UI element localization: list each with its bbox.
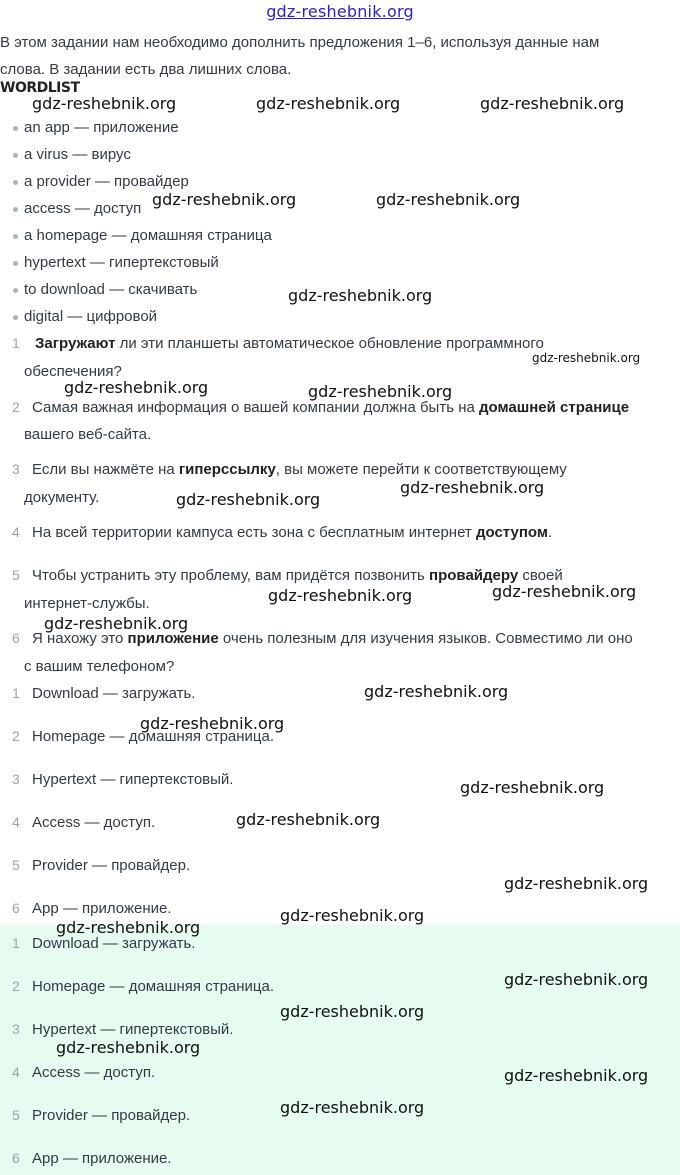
bullet-icon bbox=[13, 288, 18, 293]
answer-number: 4 bbox=[12, 814, 20, 830]
watermark: gdz-reshebnik.org bbox=[504, 970, 649, 989]
answer-line: App — приложение. bbox=[32, 900, 172, 917]
header-watermark-link[interactable]: gdz-reshebnik.org bbox=[266, 2, 414, 21]
intro-line-2: слова. В задании есть два лишних слова. bbox=[0, 61, 292, 78]
task-description bbox=[0, 29, 676, 83]
watermark: gdz-reshebnik.org bbox=[44, 614, 189, 633]
bullet-icon bbox=[13, 207, 18, 212]
exercise-line: Я нахожу это приложение очень полезным для изучения языков. Совместимо ли оно bbox=[32, 630, 633, 647]
intro-line-1: В этом задании нам необходимо дополнить предложения 1–6, используя данные нам bbox=[0, 34, 600, 51]
watermark: gdz-reshebnik.org bbox=[64, 378, 209, 397]
watermark: gdz-reshebnik.org bbox=[256, 94, 401, 113]
wordlist bbox=[0, 114, 272, 330]
exercise-line: На всей территории кампуса есть зона с бесплатным интернет доступом. bbox=[32, 524, 553, 541]
answer-line: Homepage — домашняя страница. bbox=[32, 978, 275, 995]
exercise-number: 1 bbox=[12, 335, 20, 351]
wordlist-item: to download — скачивать bbox=[0, 276, 272, 303]
bullet-icon bbox=[13, 315, 18, 320]
watermark: gdz-reshebnik.org bbox=[32, 94, 177, 113]
answer-number: 6 bbox=[12, 900, 20, 916]
answer-line: Download — загружать. bbox=[32, 935, 196, 952]
exercise-number: 3 bbox=[12, 461, 20, 477]
watermark: gdz-reshebnik.org bbox=[492, 582, 637, 601]
answer-line: Provider — провайдер. bbox=[32, 857, 191, 874]
answer-line: Hypertext — гипертекстовый. bbox=[32, 1021, 234, 1038]
watermark: gdz-reshebnik.org bbox=[176, 490, 321, 509]
watermark: gdz-reshebnik.org bbox=[504, 1066, 649, 1085]
bullet-icon bbox=[13, 234, 18, 239]
exercise-line: Загружают ли эти планшеты автоматическое обновление программного bbox=[35, 335, 544, 352]
wordlist-item: an app — приложение bbox=[0, 114, 272, 141]
watermark: gdz-reshebnik.org bbox=[504, 874, 649, 893]
watermark: gdz-reshebnik.org bbox=[480, 94, 625, 113]
answer-line: Access — доступ. bbox=[32, 1064, 156, 1081]
watermark: gdz-reshebnik.org bbox=[236, 810, 381, 829]
watermark: gdz-reshebnik.org bbox=[280, 1002, 425, 1021]
answer-number: 4 bbox=[12, 1064, 20, 1080]
answer-number: 2 bbox=[12, 978, 20, 994]
watermark: gdz-reshebnik.org bbox=[56, 1038, 201, 1057]
watermark: gdz-reshebnik.org bbox=[268, 586, 413, 605]
exercise-number: 6 bbox=[12, 630, 20, 646]
bullet-icon bbox=[13, 153, 18, 158]
exercise-line: обеспечения? bbox=[24, 363, 122, 380]
exercise-line: Чтобы устранить эту проблему, вам придётся позвонить провайдеру своей bbox=[32, 567, 563, 584]
answer-line: App — приложение. bbox=[32, 1150, 172, 1167]
watermark: gdz-reshebnik.org bbox=[460, 778, 605, 797]
answer-line: Homepage — домашняя страница. bbox=[32, 728, 275, 745]
exercise-line: с вашим телефоном? bbox=[24, 658, 175, 675]
answer-number: 5 bbox=[12, 857, 20, 873]
watermark: gdz-reshebnik.org bbox=[308, 382, 453, 401]
wordlist-item: digital — цифровой bbox=[0, 303, 272, 330]
bullet-icon bbox=[13, 180, 18, 185]
exercise-line: вашего веб-сайта. bbox=[24, 426, 152, 443]
answer-number: 2 bbox=[12, 728, 20, 744]
answer-line: Download — загружать. bbox=[32, 685, 196, 702]
watermark: gdz-reshebnik.org bbox=[400, 478, 545, 497]
bullet-icon bbox=[13, 126, 18, 131]
wordlist-heading: WORDLIST bbox=[0, 80, 80, 96]
answer-line: Access — доступ. bbox=[32, 814, 156, 831]
exercise-number: 2 bbox=[12, 399, 20, 415]
wordlist-item: hypertext — гипертекстовый bbox=[0, 249, 272, 276]
exercise-line: Если вы нажмёте на гиперссылку, вы можете перейти к соответствующему bbox=[32, 461, 567, 478]
exercise-number: 5 bbox=[12, 567, 20, 583]
watermark: gdz-reshebnik.org bbox=[56, 918, 201, 937]
watermark: gdz-reshebnik.org bbox=[152, 190, 297, 209]
watermark: gdz-reshebnik.org bbox=[532, 351, 641, 365]
answer-line: Provider — провайдер. bbox=[32, 1107, 191, 1124]
watermark: gdz-reshebnik.org bbox=[140, 714, 285, 733]
watermark: gdz-reshebnik.org bbox=[280, 1098, 425, 1117]
answer-number: 1 bbox=[12, 935, 20, 951]
watermark: gdz-reshebnik.org bbox=[280, 906, 425, 925]
wordlist-item: a provider — провайдер bbox=[0, 168, 272, 195]
exercise-line: документу. bbox=[24, 489, 100, 506]
answer-line: Hypertext — гипертекстовый. bbox=[32, 771, 234, 788]
watermark: gdz-reshebnik.org bbox=[288, 286, 433, 305]
answer-number: 3 bbox=[12, 1021, 20, 1037]
exercise-line: Самая важная информация о вашей компании должна быть на домашней странице bbox=[32, 399, 630, 416]
exercise-number: 4 bbox=[12, 524, 20, 540]
answer-number: 1 bbox=[12, 685, 20, 701]
wordlist-item: access — доступ bbox=[0, 195, 272, 222]
wordlist-item: a virus — вирус bbox=[0, 141, 272, 168]
answer-number: 3 bbox=[12, 771, 20, 787]
watermark: gdz-reshebnik.org bbox=[364, 682, 509, 701]
watermark: gdz-reshebnik.org bbox=[376, 190, 521, 209]
answer-number: 6 bbox=[12, 1150, 20, 1166]
answer-number: 5 bbox=[12, 1107, 20, 1123]
bullet-icon bbox=[13, 261, 18, 266]
wordlist-item: a homepage — домашняя страница bbox=[0, 222, 272, 249]
exercise-line: интернет-службы. bbox=[24, 595, 150, 612]
